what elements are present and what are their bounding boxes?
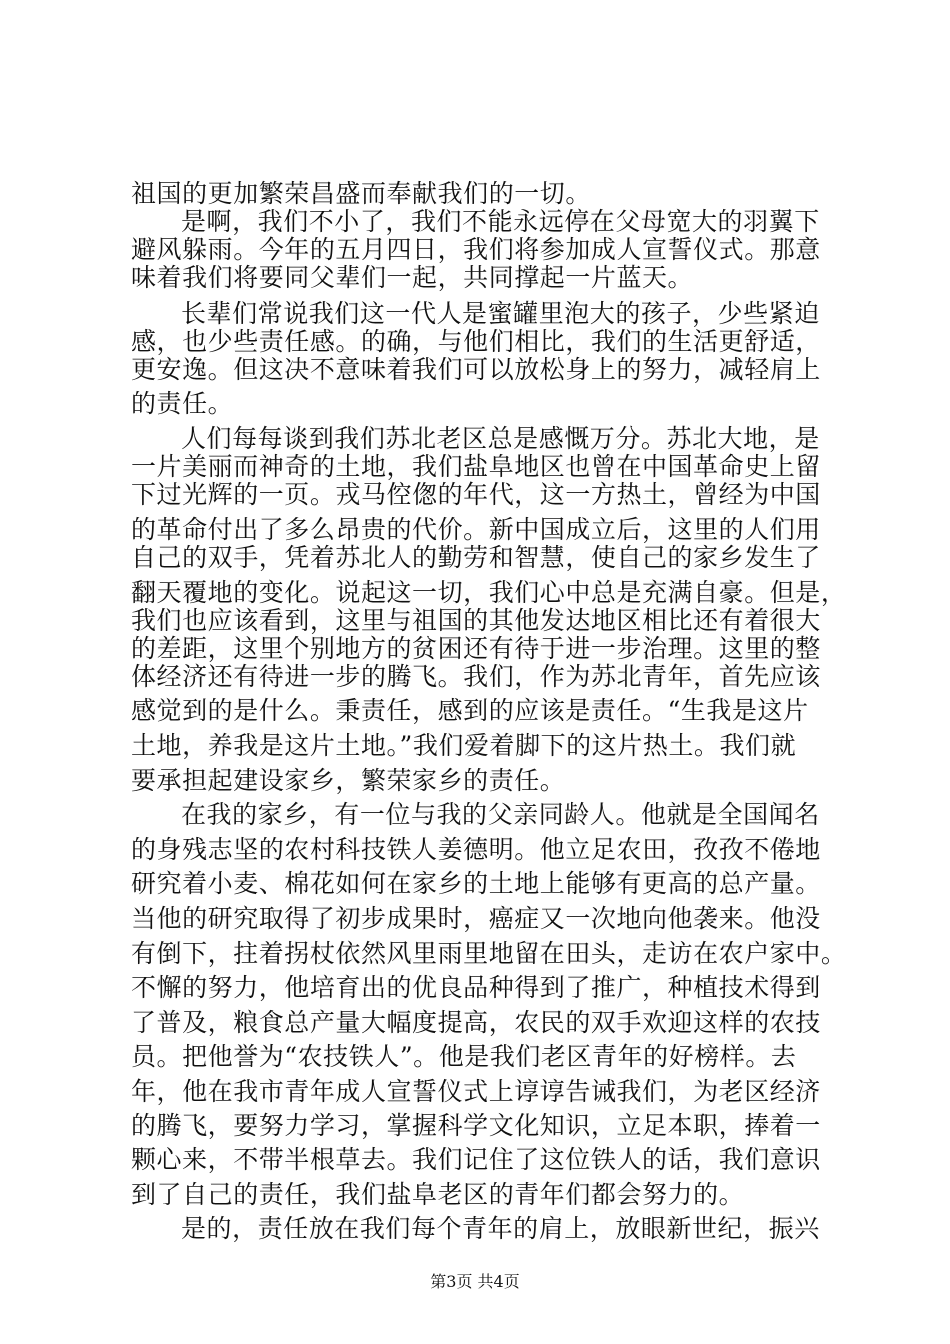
text-line: 的身残志坚的农村科技铁人姜德明。他立足农田，孜孜不倦地 [131,835,821,864]
text-line: 下过光辉的一页。戎马倥偬的年代，这一方热土，曾经为中国 [131,480,821,509]
text-line: 颗心来，不带半根草去。我们记住了这位铁人的话，我们意识 [131,1145,821,1174]
text-line: 味着我们将要同父辈们一起，共同撑起一片蓝天。 [131,263,694,292]
text-line: 是的，责任放在我们每个青年的肩上，放眼新世纪，振兴 [181,1214,820,1243]
text-line: 人们每每谈到我们苏北老区总是感慨万分。苏北大地，是 [181,424,820,453]
text-line: 一片美丽而神奇的土地，我们盐阜地区也曾在中国革命史上留 [131,452,821,481]
text-line: 感，也少些责任感。的确，与他们相比，我们的生活更舒适， [131,327,821,356]
text-line: 当他的研究取得了初步成果时，癌症又一次地向他袭来。他没 [131,904,821,933]
text-line: 的革命付出了多么昂贵的代价。新中国成立后，这里的人们用 [131,515,821,544]
text-line: 员。把他誉为“农技铁人”。他是我们老区青年的好榜样。去 [131,1042,797,1071]
text-line: 感觉到的是什么。秉责任，感到的应该是责任。“生我是这片 [131,696,809,725]
text-line: 翻天覆地的变化。说起这一切，我们心中总是充满自豪。但是， [131,578,847,607]
text-line: 的责任。 [131,389,234,418]
text-line: 体经济还有待进一步的腾飞。我们，作为苏北青年，首先应该 [131,662,821,691]
text-line: 避风躲雨。今年的五月四日，我们将参加成人宣誓仪式。那意 [131,235,821,264]
text-line: 长辈们常说我们这一代人是蜜罐里泡大的孩子，少些紧迫 [181,299,820,328]
text-line: 到了自己的责任，我们盐阜老区的青年们都会努力的。 [131,1180,745,1209]
text-line: 我们也应该看到，这里与祖国的其他发达地区相比还有着很大 [131,606,821,635]
text-line: 更安逸。但这决不意味着我们可以放松身上的努力，减轻肩上 [131,355,821,384]
text-line: 年，他在我市青年成人宣誓仪式上谆谆告诫我们，为老区经济 [131,1077,821,1106]
text-line: 自己的双手，凭着苏北人的勤劳和智慧，使自己的家乡发生了 [131,543,821,572]
text-line: 在我的家乡，有一位与我的父亲同龄人。他就是全国闻名 [181,800,820,829]
text-line: 是啊，我们不小了，我们不能永远停在父母宽大的羽翼下 [181,207,820,236]
text-line: 土地，养我是这片土地。”我们爱着脚下的这片热土。我们就 [131,731,797,760]
text-line: 要承担起建设家乡，繁荣家乡的责任。 [131,766,566,795]
text-line: 的腾飞，要努力学习，掌握科学文化知识，立足本职，捧着一 [131,1111,821,1140]
text-line: 祖国的更加繁荣昌盛而奉献我们的一切。 [131,179,591,208]
text-line: 不懈的努力，他培育出的优良品种得到了推广，种植技术得到 [131,973,821,1002]
text-line: 有倒下，拄着拐杖依然风里雨里地留在田头，走访在农户家中。 [131,939,847,968]
text-line: 了普及，粮食总产量大幅度提高，农民的双手欢迎这样的农技 [131,1008,821,1037]
page-number-footer: 第3页 共4页 [430,1272,520,1291]
text-line: 的差距，这里个别地方的贫困还有待于进一步治理。这里的整 [131,634,821,663]
text-line: 研究着小麦、棉花如何在家乡的土地上能够有更高的总产量。 [131,869,821,898]
